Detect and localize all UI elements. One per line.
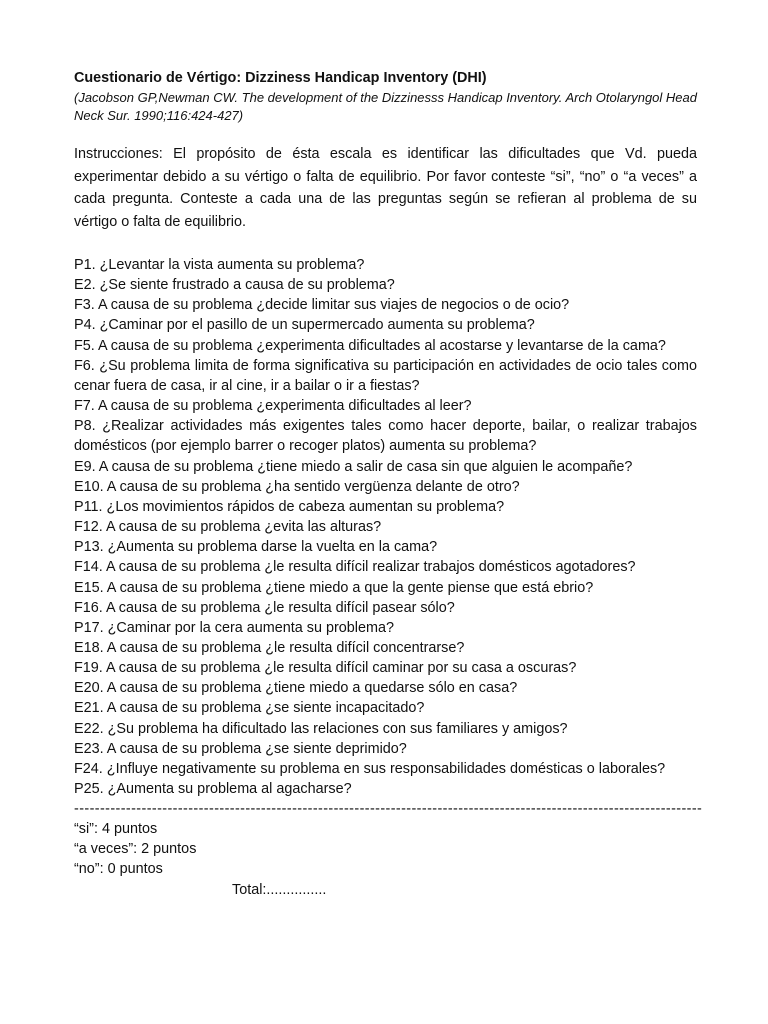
citation: (Jacobson GP,Newman CW. The development of the Dizzinesss Handicap Inventory. Arch Otolaryngol Head Neck Sur. 1990;116:424-427) (74, 90, 697, 123)
score-item: “a veces”: 2 puntos (74, 841, 197, 858)
question-item: P4. ¿Caminar por el pasillo de un supermercado aumenta su problema? (74, 317, 535, 334)
question-item: F6. ¿Su problema limita de forma significativa su participación en actividades de ocio tales como cenar fuera de casa, ir al cine, ir a bailar o ir a fiestas? (74, 357, 697, 394)
question-item: F19. A causa de su problema ¿le resulta difícil caminar por su casa a oscuras? (74, 660, 577, 677)
total-line: Total:............... (232, 882, 327, 899)
question-item: E15. A causa de su problema ¿tiene miedo a que la gente piense que está ebrio? (74, 579, 594, 596)
question-item: F7. A causa de su problema ¿experimenta dificultades al leer? (74, 398, 472, 415)
instructions-paragraph: Instrucciones: El propósito de ésta escala es identificar las dificultades que Vd. pueda experimentar debido a su vértigo o falta de equilibrio. Por favor conteste “si”, “no” o “a veces” a cada pregunta. Conteste a cada una de las preguntas según se refieran al problema de su vértigo o falta de equilibrio. (74, 146, 697, 230)
question-item: E20. A causa de su problema ¿tiene miedo a quedarse sólo en casa? (74, 680, 518, 697)
question-item: P1. ¿Levantar la vista aumenta su problema? (74, 257, 365, 273)
question-item: E10. A causa de su problema ¿ha sentido vergüenza delante de otro? (74, 478, 520, 495)
question-item: E2. ¿Se siente frustrado a causa de su problema? (74, 277, 395, 294)
question-item: P25. ¿Aumenta su problema al agacharse? (74, 781, 352, 798)
document-title: Cuestionario de Vértigo: Dizziness Handicap Inventory (DHI) (74, 70, 487, 86)
dashed-separator: ------------------------------------------------------------------------------------------------------------------------- (74, 801, 703, 818)
question-item: P17. ¿Caminar por la cera aumenta su problema? (74, 619, 394, 636)
question-item: F24. ¿Influye negativamente su problema en sus responsabilidades domésticas o laborales? (74, 760, 666, 777)
question-item: P11. ¿Los movimientos rápidos de cabeza aumentan su problema? (74, 498, 505, 515)
question-item: F5. A causa de su problema ¿experimenta dificultades al acostarse y levantarse de la cama? (74, 337, 666, 354)
question-item: E18. A causa de su problema ¿le resulta difícil concentrarse? (74, 639, 465, 656)
question-item: F3. A causa de su problema ¿decide limitar sus viajes de negocios o de ocio? (74, 297, 570, 314)
scoring-list (74, 819, 697, 879)
question-item: F12. A causa de su problema ¿evita las alturas? (74, 519, 382, 536)
score-item: “si”: 4 puntos (74, 821, 158, 838)
question-item: E9. A causa de su problema ¿tiene miedo a salir de casa sin que alguien le acompañe? (74, 458, 633, 475)
document-page (74, 68, 703, 900)
question-item: E22. ¿Su problema ha dificultado las relaciones con sus familiares y amigos? (74, 720, 568, 737)
question-item: F14. A causa de su problema ¿le resulta difícil realizar trabajos domésticos agotadores? (74, 559, 636, 576)
score-item: “no”: 0 puntos (74, 861, 163, 878)
question-item: E21. A causa de su problema ¿se siente incapacitado? (74, 700, 425, 717)
question-item: P8. ¿Realizar actividades más exigentes tales como hacer deporte, bailar, o realizar trabajos domésticos (por ejemplo barrer o recoger platos) aumenta su problema? (74, 418, 697, 455)
question-item: F16. A causa de su problema ¿le resulta difícil pasear sólo? (74, 599, 455, 616)
question-list (74, 255, 697, 799)
question-item: E23. A causa de su problema ¿se siente deprimido? (74, 740, 407, 757)
question-item: P13. ¿Aumenta su problema darse la vuelta en la cama? (74, 539, 438, 556)
